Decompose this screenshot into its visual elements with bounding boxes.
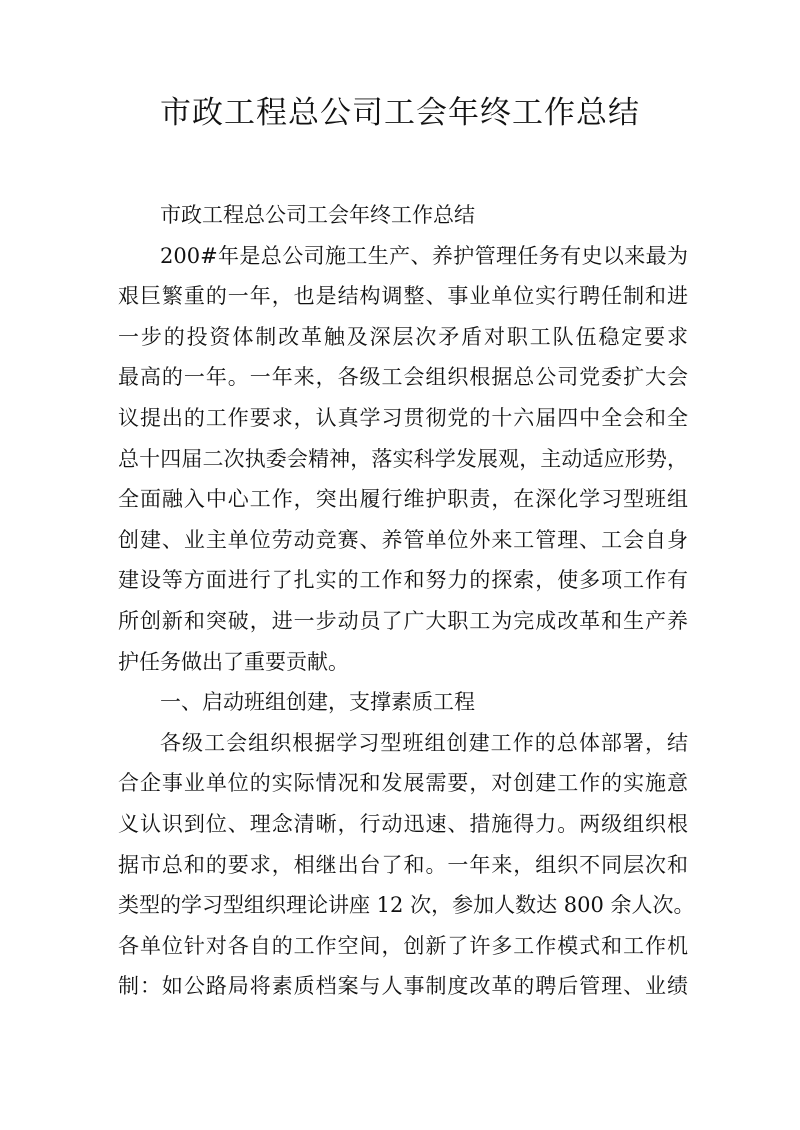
body-line: 各单位针对各自的工作空间，创新了许多工作模式和工作机	[118, 933, 688, 958]
body-line: 市政工程总公司工会年终工作总结	[160, 203, 475, 227]
body-line: 各级工会组织根据学习型班组创建工作的总体部署，结	[160, 730, 688, 755]
body-line: 议提出的工作要求，认真学习贯彻党的十六届四中全会和全	[118, 405, 688, 430]
body-line: 艰巨繁重的一年，也是结构调整、事业单位实行聘任制和进	[118, 284, 688, 309]
document-body	[118, 195, 695, 1007]
body-line: 创建、业主单位劳动竞赛、养管单位外来工管理、工会自身	[118, 527, 688, 552]
body-line: 护任务做出了重要贡献。	[118, 649, 349, 674]
body-line: 建设等方面进行了扎实的工作和努力的探索，使多项工作有	[118, 568, 688, 593]
body-line: 所创新和突破，进一步动员了广大职工为完成改革和生产养	[118, 608, 688, 633]
body-line: 制：如公路局将素质档案与人事制度改革的聘后管理、业绩	[118, 974, 688, 999]
body-line: 义认识到位、理念清晰，行动迅速、措施得力。两级组织根	[118, 811, 688, 836]
body-line: 最高的一年。一年来，各级工会组织根据总公司党委扩大会	[118, 365, 688, 390]
document-title: 市政工程总公司工会年终工作总结	[160, 95, 640, 131]
body-line: 全面融入中心工作，突出履行维护职责，在深化学习型班组	[118, 487, 688, 512]
section-heading: 一、启动班组创建，支撑素质工程	[160, 690, 475, 715]
body-line: 类型的学习型组织理论讲座 12 次，参加人数达 800 余人次。	[118, 893, 695, 918]
body-line: 据市总和的要求，相继出台了和。一年来，组织不同层次和	[118, 852, 688, 877]
body-line: 总十四届二次执委会精神，落实科学发展观，主动适应形势，	[118, 446, 688, 471]
body-line: 合企事业单位的实际情况和发展需要，对创建工作的实施意	[118, 771, 688, 796]
body-line: 200#年是总公司施工生产、养护管理任务有史以来最为	[160, 243, 688, 268]
body-line: 一步的投资体制改革触及深层次矛盾对职工队伍稳定要求	[118, 324, 688, 349]
